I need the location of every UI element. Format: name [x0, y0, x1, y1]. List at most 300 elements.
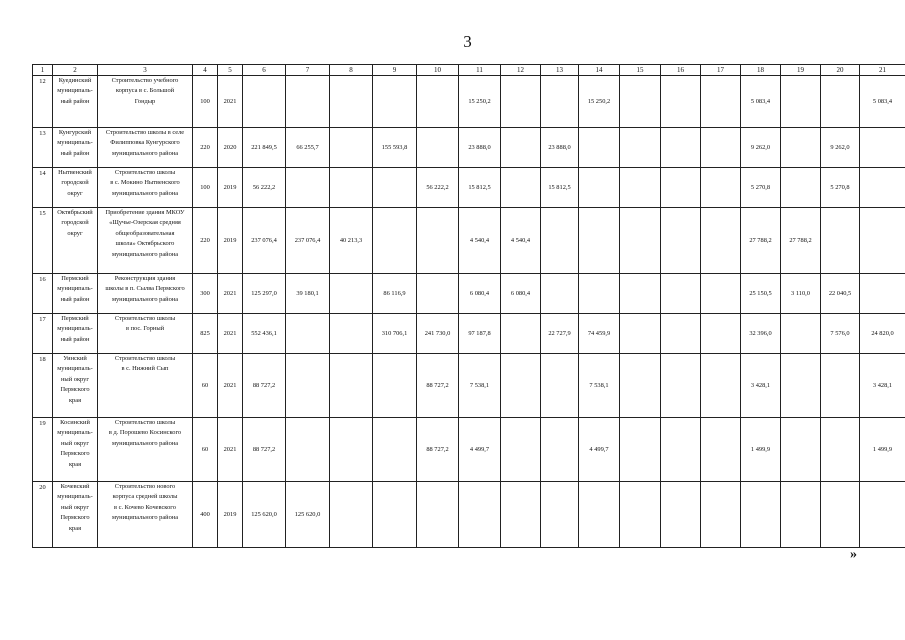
- table-row: [33, 168, 905, 208]
- value-cell: [243, 208, 286, 274]
- cell-text: школы в п. Сылва Пермского: [105, 285, 185, 293]
- municipality-cell: [53, 418, 98, 482]
- value-cell: [661, 482, 701, 548]
- value-cell: [417, 76, 459, 128]
- column-header: 11: [459, 65, 501, 76]
- cell-text: 2021: [223, 381, 237, 389]
- value-cell: [286, 482, 330, 548]
- cell-text: муниципального района: [111, 189, 179, 197]
- value-cell: [459, 354, 501, 418]
- cell-text: 5 083,4: [872, 97, 893, 105]
- cell-text: 310 706,1: [381, 329, 408, 337]
- cell-text: 60: [201, 381, 209, 389]
- value-cell: [579, 208, 620, 274]
- column-header: 13: [541, 65, 579, 76]
- table-row: [33, 354, 905, 418]
- cell-text: 4 540,4: [469, 236, 490, 244]
- value-cell: [417, 314, 459, 354]
- value-cell: [661, 314, 701, 354]
- cell-text: муниципаль-: [57, 325, 93, 333]
- column-header: 21: [860, 65, 905, 76]
- value-cell: [579, 168, 620, 208]
- column-header: 16: [661, 65, 701, 76]
- value-cell: [661, 354, 701, 418]
- cell-text: муниципаль-: [57, 285, 93, 293]
- table-row: [33, 314, 905, 354]
- cell-text: края: [68, 396, 82, 404]
- cell-text: 88 727,2: [252, 445, 276, 453]
- value-cell: [541, 274, 579, 314]
- cell-text: Пермского: [60, 514, 90, 522]
- object-description-cell: [98, 418, 193, 482]
- value-cell: [661, 208, 701, 274]
- row-number-cell: [33, 128, 53, 168]
- value-cell: [501, 128, 541, 168]
- column-header: 9: [373, 65, 417, 76]
- value-cell: [701, 128, 741, 168]
- value-cell: [821, 168, 860, 208]
- value-cell: [541, 314, 579, 354]
- value-cell: [459, 208, 501, 274]
- cell-text: 97 187,8: [468, 329, 491, 337]
- value-cell: [781, 482, 821, 548]
- column-header: 14: [579, 65, 620, 76]
- cell-text: ный район: [60, 295, 90, 303]
- cell-text: 125 620,0: [251, 510, 277, 518]
- cell-text: ный район: [60, 97, 90, 105]
- cell-text: 237 076,4: [251, 236, 277, 244]
- value-cell: [417, 208, 459, 274]
- cell-text: ный округ: [61, 375, 89, 383]
- cell-text: округ: [67, 229, 83, 237]
- cell-text: 74 459,9: [587, 329, 611, 337]
- cell-text: 3 110,0: [791, 289, 810, 297]
- column-header: 19: [781, 65, 821, 76]
- cell-text: 6 080,4: [510, 289, 531, 297]
- value-cell: [373, 208, 417, 274]
- table-row: [33, 482, 905, 548]
- municipality-cell: [53, 128, 98, 168]
- value-cell: [501, 418, 541, 482]
- value-cell: [860, 314, 905, 354]
- cell-text: ный округ: [61, 503, 89, 511]
- cell-text: 4 499,7: [589, 445, 609, 453]
- value-cell: [459, 418, 501, 482]
- cell-text: Строительство школы: [114, 419, 176, 426]
- value-cell: [620, 418, 661, 482]
- cell-text: ный округ: [61, 439, 89, 447]
- value-cell: [193, 128, 218, 168]
- value-cell: [373, 354, 417, 418]
- municipality-cell: [53, 208, 98, 274]
- value-cell: [821, 128, 860, 168]
- cell-text: Строительство школы: [114, 315, 176, 322]
- value-cell: [218, 274, 243, 314]
- value-cell: [193, 208, 218, 274]
- value-cell: [501, 208, 541, 274]
- value-cell: [781, 354, 821, 418]
- value-cell: [286, 354, 330, 418]
- value-cell: [701, 418, 741, 482]
- page-number: 3: [463, 32, 472, 51]
- cell-text: 12: [39, 78, 46, 85]
- value-cell: [579, 128, 620, 168]
- cell-text: 66 255,7: [296, 143, 319, 151]
- cell-text: края: [68, 524, 82, 532]
- value-cell: [541, 76, 579, 128]
- cell-text: 3 428,1: [872, 381, 893, 389]
- cell-text: 7 576,0: [830, 329, 850, 337]
- value-cell: [459, 168, 501, 208]
- cell-text: Пермский: [61, 315, 89, 322]
- cell-text: в с. Нижний Сып: [121, 365, 169, 373]
- column-header: 8: [330, 65, 373, 76]
- value-cell: [860, 208, 905, 274]
- value-cell: [701, 482, 741, 548]
- value-cell: [701, 76, 741, 128]
- cell-text: 16: [39, 276, 46, 283]
- value-cell: [218, 482, 243, 548]
- value-cell: [741, 274, 781, 314]
- value-cell: [417, 482, 459, 548]
- cell-text: Косинский: [60, 419, 90, 426]
- value-cell: [193, 76, 218, 128]
- cell-text: в с. Кочево Кочевского: [114, 503, 176, 511]
- value-cell: [218, 76, 243, 128]
- value-cell: [459, 314, 501, 354]
- cell-text: школа» Октябрьского: [115, 240, 175, 248]
- value-cell: [243, 418, 286, 482]
- value-cell: [373, 274, 417, 314]
- cell-text: Филипповка Кунгурского: [110, 139, 180, 147]
- cell-text: муниципального района: [111, 514, 179, 522]
- value-cell: [193, 274, 218, 314]
- value-cell: [741, 168, 781, 208]
- cell-text: в пос. Горный: [125, 325, 165, 333]
- column-header: 12: [501, 65, 541, 76]
- object-description-cell: [98, 314, 193, 354]
- cell-text: Куединский: [58, 77, 92, 84]
- value-cell: [661, 274, 701, 314]
- cell-text: 2021: [223, 329, 237, 337]
- column-header: 3: [98, 65, 193, 76]
- value-cell: [373, 314, 417, 354]
- value-cell: [417, 128, 459, 168]
- municipality-cell: [53, 168, 98, 208]
- value-cell: [243, 274, 286, 314]
- value-cell: [417, 274, 459, 314]
- cell-text: муниципаль-: [57, 139, 93, 147]
- value-cell: [541, 208, 579, 274]
- cell-text: 7 538,1: [589, 381, 609, 389]
- value-cell: [501, 274, 541, 314]
- value-cell: [541, 128, 579, 168]
- cell-text: ный район: [60, 149, 90, 157]
- cell-text: 15 812,5: [548, 183, 571, 191]
- cell-text: корпуса средней школы: [112, 493, 178, 501]
- value-cell: [330, 482, 373, 548]
- municipality-cell: [53, 274, 98, 314]
- value-cell: [860, 168, 905, 208]
- cell-text: муниципального района: [111, 250, 179, 258]
- column-header: 7: [286, 65, 330, 76]
- header-row: [33, 65, 905, 76]
- cell-text: 2021: [223, 97, 237, 105]
- cell-text: муниципаль-: [57, 429, 93, 437]
- value-cell: [620, 76, 661, 128]
- value-cell: [620, 482, 661, 548]
- row-number-cell: [33, 274, 53, 314]
- value-cell: [741, 128, 781, 168]
- value-cell: [579, 314, 620, 354]
- cell-text: 2021: [223, 289, 237, 297]
- cell-text: муниципаль-: [57, 365, 93, 373]
- value-cell: [741, 314, 781, 354]
- value-cell: [501, 354, 541, 418]
- cell-text: Октябрьский: [57, 209, 93, 216]
- value-cell: [701, 354, 741, 418]
- cell-text: муниципаль-: [57, 493, 93, 501]
- cell-text: 300: [200, 289, 210, 297]
- value-cell: [286, 418, 330, 482]
- row-number-cell: [33, 482, 53, 548]
- cell-text: Строительство школы: [114, 169, 176, 176]
- table-row: [33, 76, 905, 128]
- cell-text: Пермского: [60, 450, 90, 458]
- value-cell: [193, 354, 218, 418]
- cell-text: 56 222,2: [426, 183, 449, 191]
- value-cell: [501, 482, 541, 548]
- cell-text: 15: [39, 210, 46, 217]
- cell-text: 88 727,2: [252, 381, 276, 389]
- row-number-cell: [33, 354, 53, 418]
- cell-text: муниципального района: [111, 439, 179, 447]
- value-cell: [781, 274, 821, 314]
- value-cell: [620, 274, 661, 314]
- cell-text: 2020: [223, 143, 237, 151]
- column-header: 10: [417, 65, 459, 76]
- value-cell: [781, 128, 821, 168]
- value-cell: [243, 76, 286, 128]
- value-cell: [373, 168, 417, 208]
- cell-text: 4 540,4: [510, 236, 531, 244]
- cell-text: 15 250,2: [587, 97, 611, 105]
- cell-text: Строительство нового: [114, 483, 176, 490]
- row-number-cell: [33, 208, 53, 274]
- value-cell: [218, 208, 243, 274]
- cell-text: 241 730,0: [424, 329, 451, 337]
- cell-text: 15 250,2: [468, 97, 491, 105]
- cell-text: 1 499,9: [750, 445, 771, 453]
- cell-text: 220: [200, 143, 210, 151]
- cell-text: 20: [39, 484, 46, 491]
- cell-text: 400: [200, 510, 210, 518]
- column-header: 5: [218, 65, 243, 76]
- cell-text: муниципального района: [111, 295, 179, 303]
- cell-text: 23 888,0: [548, 143, 571, 151]
- value-cell: [373, 76, 417, 128]
- value-cell: [459, 482, 501, 548]
- cell-text: 40 213,3: [339, 236, 363, 244]
- value-cell: [620, 128, 661, 168]
- value-cell: [781, 168, 821, 208]
- cell-text: Строительство учебного: [111, 77, 179, 84]
- cell-text: 13: [39, 130, 46, 137]
- value-cell: [193, 168, 218, 208]
- value-cell: [781, 418, 821, 482]
- cell-text: 23 888,0: [468, 143, 491, 151]
- value-cell: [330, 128, 373, 168]
- cell-text: 5 270,8: [830, 183, 850, 191]
- value-cell: [330, 354, 373, 418]
- cell-text: 56 222,2: [252, 183, 276, 191]
- continuation-mark: »: [850, 547, 857, 562]
- cell-text: 2019: [223, 236, 237, 244]
- value-cell: [860, 418, 905, 482]
- cell-text: 2019: [223, 510, 237, 518]
- cell-text: Строительство школы: [114, 355, 176, 362]
- value-cell: [330, 418, 373, 482]
- cell-text: 60: [201, 445, 209, 453]
- value-cell: [661, 418, 701, 482]
- cell-text: края: [68, 460, 82, 468]
- value-cell: [193, 314, 218, 354]
- cell-text: городской: [61, 179, 89, 187]
- value-cell: [781, 76, 821, 128]
- object-description-cell: [98, 354, 193, 418]
- value-cell: [286, 76, 330, 128]
- column-header: 18: [741, 65, 781, 76]
- row-number-cell: [33, 168, 53, 208]
- value-cell: [459, 274, 501, 314]
- column-header: 20: [821, 65, 860, 76]
- cell-text: 552 436,1: [251, 329, 277, 337]
- value-cell: [701, 168, 741, 208]
- row-number-cell: [33, 314, 53, 354]
- value-cell: [860, 482, 905, 548]
- value-cell: [330, 314, 373, 354]
- cell-text: 24 820,0: [871, 329, 894, 337]
- cell-text: Уинский: [63, 355, 87, 362]
- object-description-cell: [98, 76, 193, 128]
- value-cell: [541, 354, 579, 418]
- value-cell: [417, 354, 459, 418]
- cell-text: округ: [67, 189, 83, 197]
- cell-text: 825: [200, 329, 210, 337]
- value-cell: [286, 168, 330, 208]
- municipality-cell: [53, 354, 98, 418]
- value-cell: [661, 128, 701, 168]
- value-cell: [781, 314, 821, 354]
- value-cell: [741, 208, 781, 274]
- value-cell: [821, 354, 860, 418]
- value-cell: [541, 482, 579, 548]
- cell-text: 155 593,8: [381, 143, 408, 151]
- cell-text: 88 727,2: [426, 445, 449, 453]
- value-cell: [579, 274, 620, 314]
- column-header: 4: [193, 65, 218, 76]
- value-cell: [579, 76, 620, 128]
- table-row: [33, 274, 905, 314]
- object-description-cell: [98, 482, 193, 548]
- value-cell: [330, 76, 373, 128]
- cell-text: Пермского: [60, 386, 90, 394]
- value-cell: [620, 314, 661, 354]
- value-cell: [741, 354, 781, 418]
- cell-text: 18: [39, 356, 46, 363]
- object-description-cell: [98, 168, 193, 208]
- value-cell: [620, 208, 661, 274]
- cell-text: 27 788,2: [749, 236, 772, 244]
- cell-text: 22 040,5: [828, 289, 852, 297]
- value-cell: [661, 168, 701, 208]
- row-number-cell: [33, 76, 53, 128]
- value-cell: [661, 76, 701, 128]
- cell-text: 86 116,9: [383, 289, 406, 297]
- column-header: 1: [33, 65, 53, 76]
- column-header: 2: [53, 65, 98, 76]
- value-cell: [501, 314, 541, 354]
- table-row: [33, 418, 905, 482]
- column-header: 6: [243, 65, 286, 76]
- value-cell: [373, 418, 417, 482]
- cell-text: Кунгурский: [58, 129, 92, 136]
- value-cell: [286, 314, 330, 354]
- value-cell: [459, 76, 501, 128]
- cell-text: муниципального района: [111, 149, 179, 157]
- municipality-cell: [53, 482, 98, 548]
- value-cell: [286, 128, 330, 168]
- value-cell: [701, 208, 741, 274]
- cell-text: 7 538,1: [469, 381, 490, 389]
- municipality-cell: [53, 76, 98, 128]
- cell-text: городской: [61, 219, 89, 227]
- value-cell: [286, 208, 330, 274]
- value-cell: [620, 354, 661, 418]
- cell-text: 9 262,0: [750, 143, 771, 151]
- cell-text: 32 396,0: [749, 329, 772, 337]
- value-cell: [860, 274, 905, 314]
- cell-text: 1 499,9: [872, 445, 893, 453]
- value-cell: [860, 354, 905, 418]
- value-cell: [620, 168, 661, 208]
- value-cell: [243, 314, 286, 354]
- value-cell: [243, 482, 286, 548]
- cell-text: «Щучье-Озерская средняя: [109, 219, 181, 227]
- cell-text: 25 150,5: [749, 289, 772, 297]
- value-cell: [286, 274, 330, 314]
- cell-text: 6 080,4: [469, 289, 490, 297]
- cell-text: 4 499,7: [469, 445, 490, 453]
- value-cell: [417, 168, 459, 208]
- value-cell: [821, 274, 860, 314]
- value-cell: [459, 128, 501, 168]
- cell-text: Пермский: [61, 275, 89, 282]
- cell-text: Кочевский: [60, 483, 90, 490]
- value-cell: [373, 128, 417, 168]
- cell-text: 2019: [223, 183, 237, 191]
- cell-text: 125 620,0: [294, 510, 321, 518]
- cell-text: 19: [39, 420, 46, 427]
- cell-text: 9 262,0: [830, 143, 850, 151]
- value-cell: [701, 314, 741, 354]
- value-cell: [193, 418, 218, 482]
- value-cell: [218, 354, 243, 418]
- cell-text: 3 428,1: [750, 381, 771, 389]
- cell-text: 237 076,4: [294, 236, 321, 244]
- value-cell: [501, 76, 541, 128]
- cell-text: Приобретение здания МКОУ: [105, 209, 185, 216]
